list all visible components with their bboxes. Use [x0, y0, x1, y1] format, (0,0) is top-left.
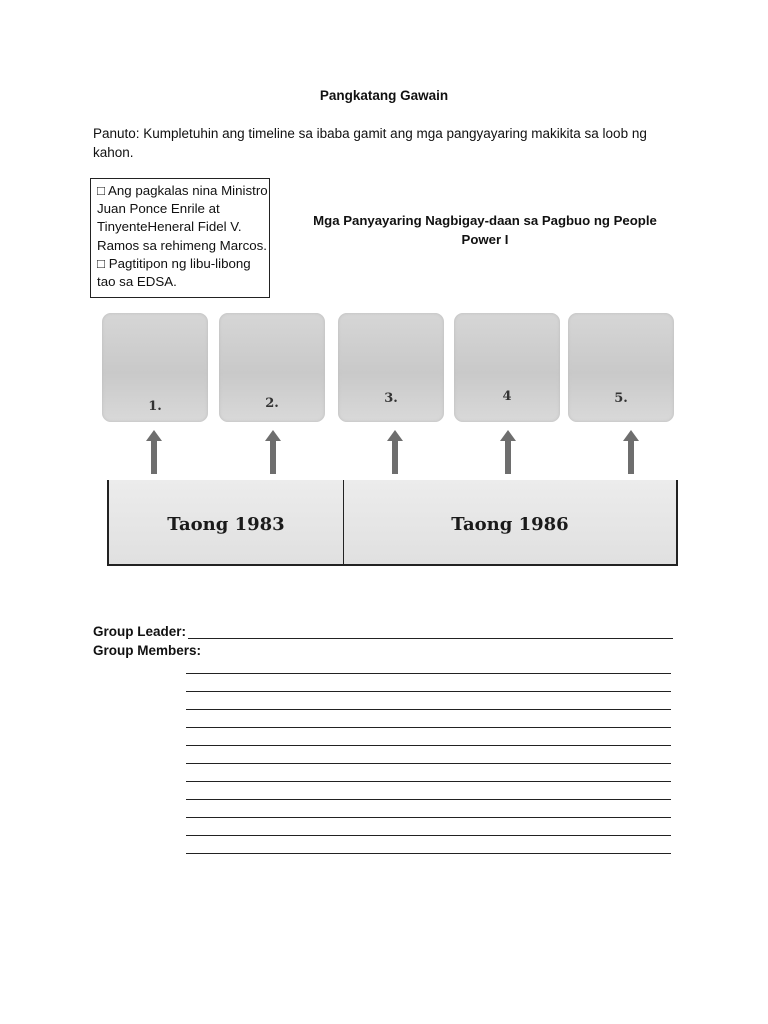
timeline-card-2[interactable]	[219, 313, 325, 422]
year-table	[107, 480, 678, 566]
card-number: 4	[502, 389, 512, 404]
member-line[interactable]	[186, 745, 671, 746]
member-line[interactable]	[186, 817, 671, 818]
timeline-card-5[interactable]	[568, 313, 674, 422]
group-leader-label: Group Leader:	[93, 624, 187, 639]
timeline-title: Mga Panyayaring Nagbigay-daan sa Pagbuo ng People Power I	[313, 213, 657, 247]
card-number: 5.	[614, 391, 628, 406]
member-line[interactable]	[186, 835, 671, 836]
year-cell-1983: Taong 1983	[109, 480, 344, 564]
group-members-label: Group Members:	[93, 643, 202, 658]
timeline-card-3[interactable]	[338, 313, 444, 422]
arrow-up-icon	[500, 430, 516, 474]
card-number: 2.	[265, 396, 279, 411]
member-line[interactable]	[186, 691, 671, 692]
arrow-up-icon	[265, 430, 281, 474]
member-line[interactable]	[186, 763, 671, 764]
instructions: Panuto: Kumpletuhin ang timeline sa ibaba gamit ang mga pangyayaring makikita sa loob ng kahon.	[93, 126, 647, 160]
event-item: □ Pagtitipon ng libu-libong tao sa EDSA.	[97, 255, 251, 290]
event-box[interactable]	[90, 178, 270, 298]
card-number: 3.	[384, 391, 398, 406]
page-title: Pangkatang Gawain	[319, 88, 449, 103]
member-line[interactable]	[186, 673, 671, 674]
timeline-card-1[interactable]	[102, 313, 208, 422]
group-leader-line[interactable]	[188, 638, 673, 639]
card-number: 1.	[148, 399, 162, 414]
year-cell-1986: Taong 1986	[451, 513, 569, 535]
arrow-up-icon	[146, 430, 162, 474]
event-item: □ Ang pagkalas nina Ministro Juan Ponce Enrile at TinyenteHeneral Fidel V. Ramos sa rehimeng Marcos.	[97, 183, 268, 253]
member-line[interactable]	[186, 799, 671, 800]
arrow-up-icon	[623, 430, 639, 474]
arrow-up-icon	[387, 430, 403, 474]
timeline-card-4[interactable]	[454, 313, 560, 422]
member-line[interactable]	[186, 709, 671, 710]
member-line[interactable]	[186, 853, 671, 854]
member-line[interactable]	[186, 781, 671, 782]
member-line[interactable]	[186, 727, 671, 728]
